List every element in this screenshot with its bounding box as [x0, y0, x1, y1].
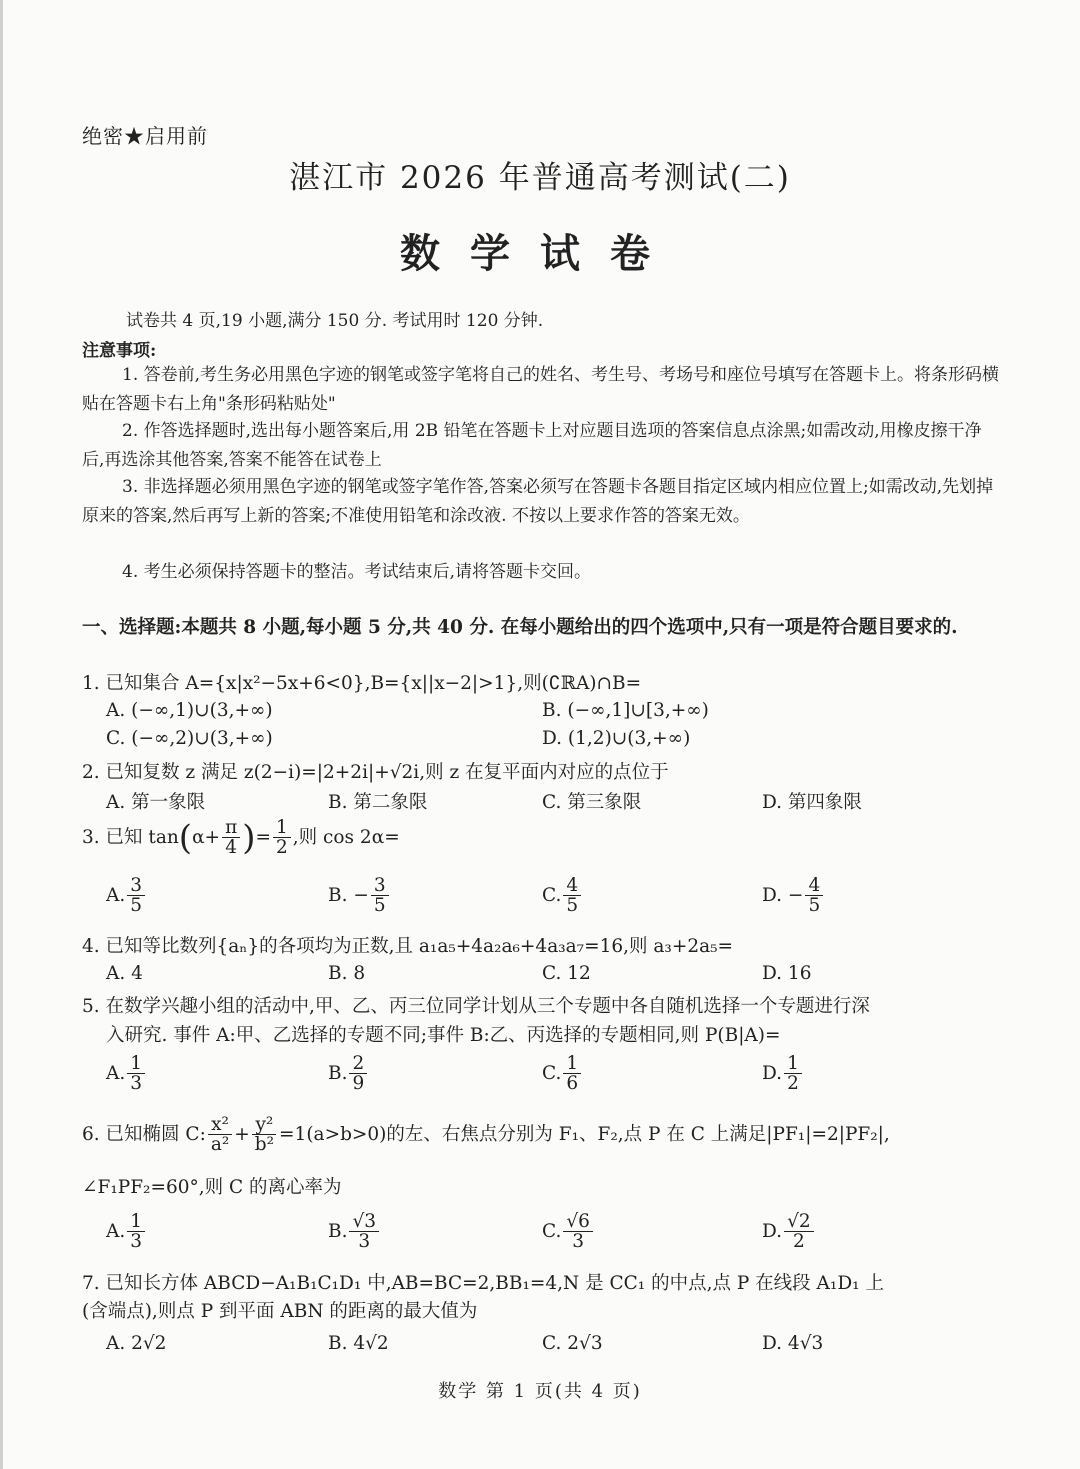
q5-b-num: 2: [349, 1054, 367, 1074]
q3-c-label: C.: [542, 885, 562, 907]
q3-prefix: 3. 已知 tan: [82, 826, 179, 848]
q6-b-label: B.: [328, 1221, 348, 1243]
confidential-label: 绝密★启用前: [82, 124, 208, 148]
q5-option-d: [762, 1054, 804, 1094]
question-4-stem: 4. 已知等比数列{aₙ}的各项均为正数,且 a₁a₅+4a₂a₆+4a₃a₇=16,则 a₃+2a₅=: [82, 936, 734, 957]
q6-option-d: [762, 1212, 816, 1252]
q5-b-frac: [349, 1054, 367, 1094]
q5-c-num: 1: [563, 1054, 581, 1074]
q6-d-den: 2: [792, 1231, 805, 1253]
q6-y-frac: [252, 1115, 277, 1155]
q3-pi: π: [222, 818, 240, 838]
section-1-heading: 一、选择题:本题共 8 小题,每小题 5 分,共 40 分. 在每小题给出的四个选项中,只有一项是符合题目要求的.: [82, 617, 958, 638]
question-5-line-2: 入研究. 事件 A:甲、乙选择的专题不同;事件 B:乙、丙选择的专题相同,则 P(B|A)=: [106, 1025, 781, 1046]
q5-b-label: B.: [328, 1063, 348, 1085]
question-1-stem: 1. 已知集合 A={x|x²−5x+6<0},B={x||x−2|>1},则(∁ℝA)∩B=: [82, 673, 642, 694]
q3-one: 1: [273, 818, 291, 838]
page-footer: 数学 第 1 页(共 4 页): [438, 1381, 642, 1402]
note-2: 2. 作答选择题时,选出每小题答案后,用 2B 铅笔在答题卡上对应题目选项的答案信息点涂黑;如需改动,用橡皮擦干净后,再选涂其他答案,答案不能答在试卷上: [82, 421, 982, 470]
notes-heading: 注意事项:: [82, 341, 157, 361]
q5-d-label: D.: [762, 1063, 783, 1085]
q3-d-label: D. −: [762, 885, 804, 907]
q6-c-label: C.: [542, 1221, 562, 1243]
q3-four: 4: [225, 837, 238, 859]
q3-c-num: 4: [563, 876, 581, 896]
q3-right-paren: ): [242, 817, 256, 858]
q6-option-b: [328, 1212, 381, 1252]
q3-a-den: 5: [130, 895, 143, 917]
question-6-line-1: [82, 1115, 1002, 1155]
q3-c-den: 5: [566, 895, 579, 917]
q5-a-num: 1: [127, 1054, 145, 1074]
exam-title: 湛江市 2026 年普通高考测试(二): [289, 160, 791, 196]
q6-b-den: 3: [358, 1231, 371, 1253]
q3-option-c: [542, 876, 583, 916]
question-6-line-2: ∠F₁PF₂=60°,则 C 的离心率为: [82, 1177, 342, 1198]
q3-b-den: 5: [373, 895, 386, 917]
q3-pi-over-4: [222, 818, 240, 858]
q5-d-den: 2: [787, 1073, 799, 1095]
q6-prefix: 6. 已知椭圆 C:: [82, 1123, 206, 1145]
q3-c-frac: [563, 876, 581, 916]
q1-option-c: C. (−∞,2)∪(3,+∞): [106, 728, 273, 749]
q6-b-frac: [349, 1212, 379, 1252]
q6-d-label: D.: [762, 1221, 783, 1243]
q5-a-label: A.: [106, 1063, 126, 1085]
q5-a-den: 3: [130, 1073, 143, 1095]
note-3: 3. 非选择题必须用黑色字迹的钢笔或签字笔作答,答案必须写在答题卡各题目指定区域内相应位置上;如需改动,先划掉原来的答案,然后再写上新的答案;不准使用铅笔和涂改液. 不按以上要求作答的答案无效。: [82, 477, 994, 526]
q6-y2: y²: [252, 1115, 276, 1135]
q7-option-d: D. 4√3: [762, 1333, 824, 1354]
question-3-stem: [82, 818, 1002, 858]
q2-option-d: D. 第四象限: [762, 792, 862, 813]
q7-option-c: C. 2√3: [542, 1333, 603, 1354]
q3-d-frac: [805, 876, 823, 916]
q4-option-c: C. 12: [542, 963, 591, 984]
q6-x-frac: [208, 1115, 232, 1155]
q6-a-den: 3: [130, 1231, 143, 1253]
q3-b-label: B. −: [328, 885, 369, 907]
q6-c-frac: [563, 1212, 593, 1252]
page-edge: [0, 0, 3, 1469]
q3-left-paren: (: [178, 817, 193, 858]
q5-c-frac: [563, 1054, 581, 1094]
q3-b-frac: [371, 876, 389, 916]
q4-option-d: D. 16: [762, 963, 812, 984]
q4-option-b: B. 8: [328, 963, 366, 984]
q6-a-label: A.: [106, 1221, 126, 1243]
q7-option-b: B. 4√2: [328, 1333, 389, 1354]
q3-equals: =: [255, 826, 272, 848]
q6-d-frac: [784, 1212, 814, 1252]
q3-option-b: [328, 876, 391, 916]
q5-option-b: [328, 1054, 369, 1094]
q5-c-den: 6: [566, 1073, 579, 1095]
q5-option-a: [106, 1054, 147, 1094]
q3-two: 2: [276, 837, 288, 859]
q7-option-a: A. 2√2: [106, 1333, 167, 1354]
note-1: 1. 答卷前,考生务必用黑色字迹的钢笔或签字笔将自己的姓名、考生号、考场号和座位号填写在答题卡上。将条形码横贴在答题卡右上角"条形码粘贴处": [82, 365, 1000, 414]
q2-option-b: B. 第二象限: [328, 792, 428, 813]
q6-a-num: 1: [127, 1212, 145, 1232]
q6-option-c: [542, 1212, 595, 1252]
q4-option-a: A. 4: [106, 963, 143, 984]
q3-d-den: 5: [808, 895, 821, 917]
q6-b-num: √3: [349, 1212, 379, 1232]
q3-alpha: α+: [192, 826, 221, 848]
exam-intro: 试卷共 4 页,19 小题,满分 150 分. 考试用时 120 分钟.: [126, 311, 544, 331]
q6-option-a: [106, 1212, 147, 1252]
q6-a2: a²: [210, 1134, 230, 1156]
q3-option-a: [106, 876, 147, 916]
q3-suffix: ,则 cos 2α=: [292, 826, 400, 848]
q2-option-a: A. 第一象限: [106, 792, 206, 813]
q5-d-frac: [784, 1054, 802, 1094]
q5-a-frac: [127, 1054, 145, 1094]
q5-c-label: C.: [542, 1063, 562, 1085]
question-7-line-2: (含端点),则点 P 到平面 ABN 的距离的最大值为: [82, 1301, 478, 1322]
q1-option-d: D. (1,2)∪(3,+∞): [542, 728, 691, 749]
q3-option-d: [762, 876, 825, 916]
q5-option-c: [542, 1054, 583, 1094]
q6-plus: +: [234, 1123, 250, 1145]
q3-a-num: 3: [127, 876, 145, 896]
q6-d-num: √2: [784, 1212, 814, 1232]
q3-b-num: 3: [371, 876, 389, 896]
question-7-line-1: 7. 已知长方体 ABCD−A₁B₁C₁D₁ 中,AB=BC=2,BB₁=4,N 是 CC₁ 的中点,点 P 在线段 A₁D₁ 上: [82, 1273, 884, 1294]
q6-x2: x²: [208, 1115, 232, 1135]
q6-c-num: √6: [563, 1212, 593, 1232]
subject-title: 数学试卷: [400, 230, 680, 277]
q5-d-num: 1: [784, 1054, 802, 1074]
q3-a-frac: [127, 876, 145, 916]
question-2-stem: 2. 已知复数 z 满足 z(2−i)=|2+2i|+√2i,则 z 在复平面内对应的点位于: [82, 762, 669, 783]
q1-option-b: B. (−∞,1]∪[3,+∞): [542, 700, 709, 721]
q3-d-num: 4: [805, 876, 823, 896]
q6-b2: b²: [254, 1134, 275, 1156]
q3-one-half: [273, 818, 291, 858]
q6-c-den: 3: [572, 1231, 585, 1253]
note-4: 4. 考生必须保持答题卡的整洁。考试结束后,请将答题卡交回。: [122, 562, 592, 582]
q6-a-frac: [127, 1212, 145, 1252]
q5-b-den: 9: [352, 1073, 365, 1095]
q2-option-c: C. 第三象限: [542, 792, 642, 813]
q1-option-a: A. (−∞,1)∪(3,+∞): [106, 700, 273, 721]
q6-suffix: =1(a>b>0)的左、右焦点分别为 F₁、F₂,点 P 在 C 上满足|PF₁|=2|PF₂|,: [279, 1123, 890, 1145]
question-5-line-1: 5. 在数学兴趣小组的活动中,甲、乙、丙三位同学计划从三个专题中各自随机选择一个专题进行深: [82, 996, 870, 1017]
q3-a-label: A.: [106, 885, 126, 907]
